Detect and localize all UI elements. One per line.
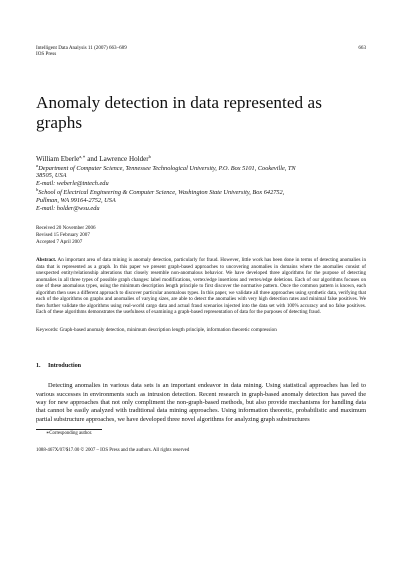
revised-date: Revised 15 February 2007: [36, 231, 90, 238]
affiliation-address-continued: Pullman, WA 99164-2752, USA: [36, 196, 116, 204]
abstract: [36, 257, 366, 316]
keywords: Keywords: Graph-based anomaly detection, minimum description length principle, information theoretic compression: [36, 326, 277, 333]
publisher-name: IOS Press: [36, 51, 57, 58]
author-affiliation-marker: b: [148, 154, 151, 159]
affiliation-email: E-mail: weberle@tntech.edu: [36, 180, 109, 188]
journal-citation: Intelligent Data Analysis 11 (2007) 663–689: [36, 45, 127, 51]
section-heading: [36, 363, 366, 370]
section-title: Introduction: [48, 363, 82, 370]
article-history: [36, 225, 366, 245]
affiliation-marker: a: [36, 162, 39, 168]
received-date: Received 20 November 2006: [36, 225, 96, 232]
footnote-divider: [36, 429, 102, 430]
page-number: 663: [358, 45, 366, 51]
abstract-text: An important area of data mining is anomaly detection, particularly for fraud. However, little work has been done in terms of detecting anomalies in data that is represented as a graph. In this paper we present graph-based approaches to uncovering anomalies in domains where the anomalies consist of unexpected entity/relationship alterations that closely resemble non-anomalous behavior. We have developed three algorithms for the purpose of detecting anomalies in all three types of possible graph changes: label modifications, vertex/edge insertions and vertex/edge deletions. Each of our algorithms focuses on one of these anomalous types, using the minimum description length principle to first discover the normative pattern. Once the common pattern is known, each algorithm then uses a different approach to discover particular anomalous types. In this paper, we validate all three approaches using synthetic data, verifying that each of the algorithms on graphs and anomalies of varying sizes, are able to detect the anomalies with very high detection rates and minimal false positives. We then further validate the algorithms using real-world cargo data and actual fraud scenarios injected into the data set with 100% accuracy and no false positives. Each of these algorithms demonstrates the usefulness of examining a graph-based representation of data for the purposes of detecting fraud.: [36, 257, 366, 316]
affiliation: [36, 186, 366, 212]
author-line: [36, 155, 366, 164]
author-name: William Eberle: [36, 155, 80, 163]
author-affiliation-marker: a,∗: [79, 154, 86, 159]
introduction-paragraph: Detecting anomalies in various data sets is an important endeavor in data mining. Using statistical approaches has led to various successes in environments such as intrusion detection. Recent research in graph-based anomaly detection has paved the way for new approaches that not only compliment the non-graph-based methods, but also provide mechanisms for handling data that cannot be easily analyzed with traditional data mining approaches. Using information theoretic, probabilistic and maximum partial substructure approaches, we have developed three novel algorithms for analyzing graph substructures: [36, 382, 366, 423]
accepted-date: Accepted 7 April 2007: [36, 238, 83, 245]
author-name: Lawrence Holder: [99, 155, 149, 163]
affiliation-address-continued: 38505, USA: [36, 172, 67, 180]
affiliation-marker: b: [36, 186, 39, 192]
running-head: [36, 45, 366, 63]
author-conjunction: and: [85, 155, 100, 163]
copyright-notice: 1088-467X/07/$17.00 © 2007 – IOS Press and the authors. All rights reserved: [36, 448, 190, 454]
section-number: 1.: [36, 363, 41, 370]
article-title: Anomaly detection in data represented as graphs: [36, 93, 322, 132]
abstract-label: Abstract.: [36, 257, 57, 264]
affiliation-email: E-mail: holder@wsu.edu: [36, 204, 100, 212]
affiliation-address: School of Electrical Engineering & Computer Science, Washington State University, Box 642752,: [38, 188, 285, 196]
footnote: ∗Corresponding author.: [46, 431, 93, 437]
journal-info: [36, 45, 127, 58]
affiliation-address: Department of Computer Science, Tennessee Technological University, P.O. Box 5101, Cookeville, TN: [38, 164, 296, 172]
affiliation: [36, 162, 366, 188]
